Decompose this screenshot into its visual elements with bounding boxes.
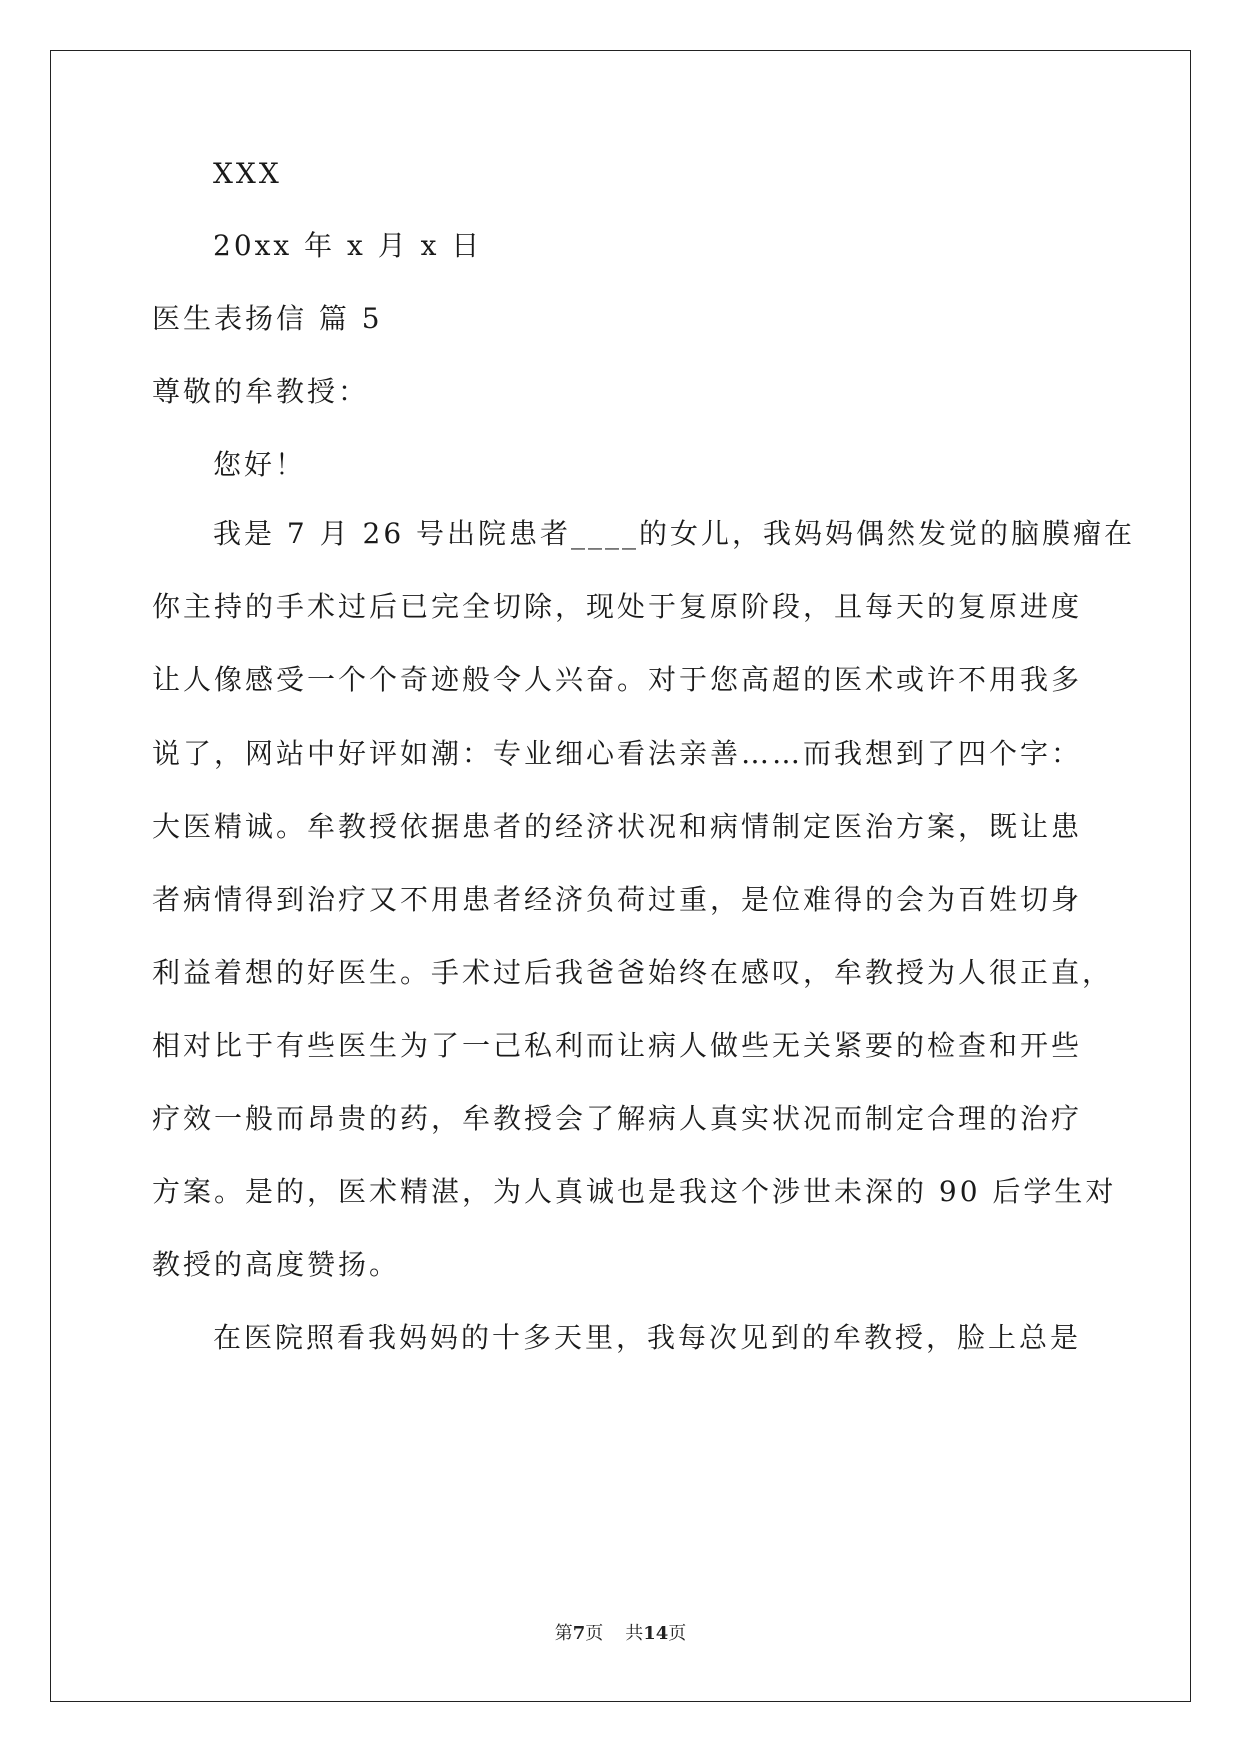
paragraph-line: 在医院照看我妈妈的十多天里，我每次见到的牟教授，脸上总是 — [213, 1321, 1082, 1354]
page-prefix: 第 — [554, 1623, 573, 1644]
greeting: 您好！ — [213, 448, 307, 481]
page-footer — [0, 1625, 1241, 1643]
page-number: 7 — [572, 1623, 586, 1644]
paragraph-line: 教授的高度赞扬。 — [152, 1248, 401, 1281]
paragraph-line: 你主持的手术过后已完全切除，现处于复原阶段，且每天的复原进度 — [152, 590, 1083, 623]
paragraph-line: 疗效一般而昂贵的药，牟教授会了解病人真实状况而制定合理的治疗 — [152, 1102, 1083, 1135]
paragraph-line: 我是 7 月 26 号出院患者____的女儿，我妈妈偶然发觉的脑膜瘤在 — [213, 517, 1136, 550]
total-prefix: 共 — [625, 1623, 644, 1644]
paragraph-line: 方案。是的，医术精湛，为人真诚也是我这个涉世未深的 90 后学生对 — [152, 1175, 1117, 1208]
paragraph-line: 者病情得到治疗又不用患者经济负荷过重，是位难得的会为百姓切身 — [152, 883, 1083, 916]
paragraph-line: 让人像感受一个个奇迹般令人兴奋。对于您高超的医术或许不用我多 — [152, 663, 1083, 696]
section-title: 医生表扬信 篇 5 — [152, 302, 383, 335]
paragraph-line: 大医精诚。牟教授依据患者的经济状况和病情制定医治方案，既让患 — [152, 810, 1083, 843]
salutation: 尊敬的牟教授： — [152, 375, 370, 408]
total-pages: 14 — [643, 1623, 669, 1644]
paragraph-line: 利益着想的好医生。手术过后我爸爸始终在感叹，牟教授为人很正直， — [152, 956, 1114, 989]
page-suffix: 页 — [585, 1623, 604, 1644]
paragraph-line: 说了，网站中好评如潮：专业细心看法亲善……而我想到了四个字： — [152, 737, 1083, 770]
signature: XXX — [213, 157, 282, 190]
paragraph-line: 相对比于有些医生为了一己私利而让病人做些无关紧要的检查和开些 — [152, 1029, 1083, 1062]
page-border — [50, 50, 1191, 1702]
total-suffix: 页 — [668, 1623, 687, 1644]
letter-date: 20xx 年 x 月 x 日 — [213, 229, 483, 262]
